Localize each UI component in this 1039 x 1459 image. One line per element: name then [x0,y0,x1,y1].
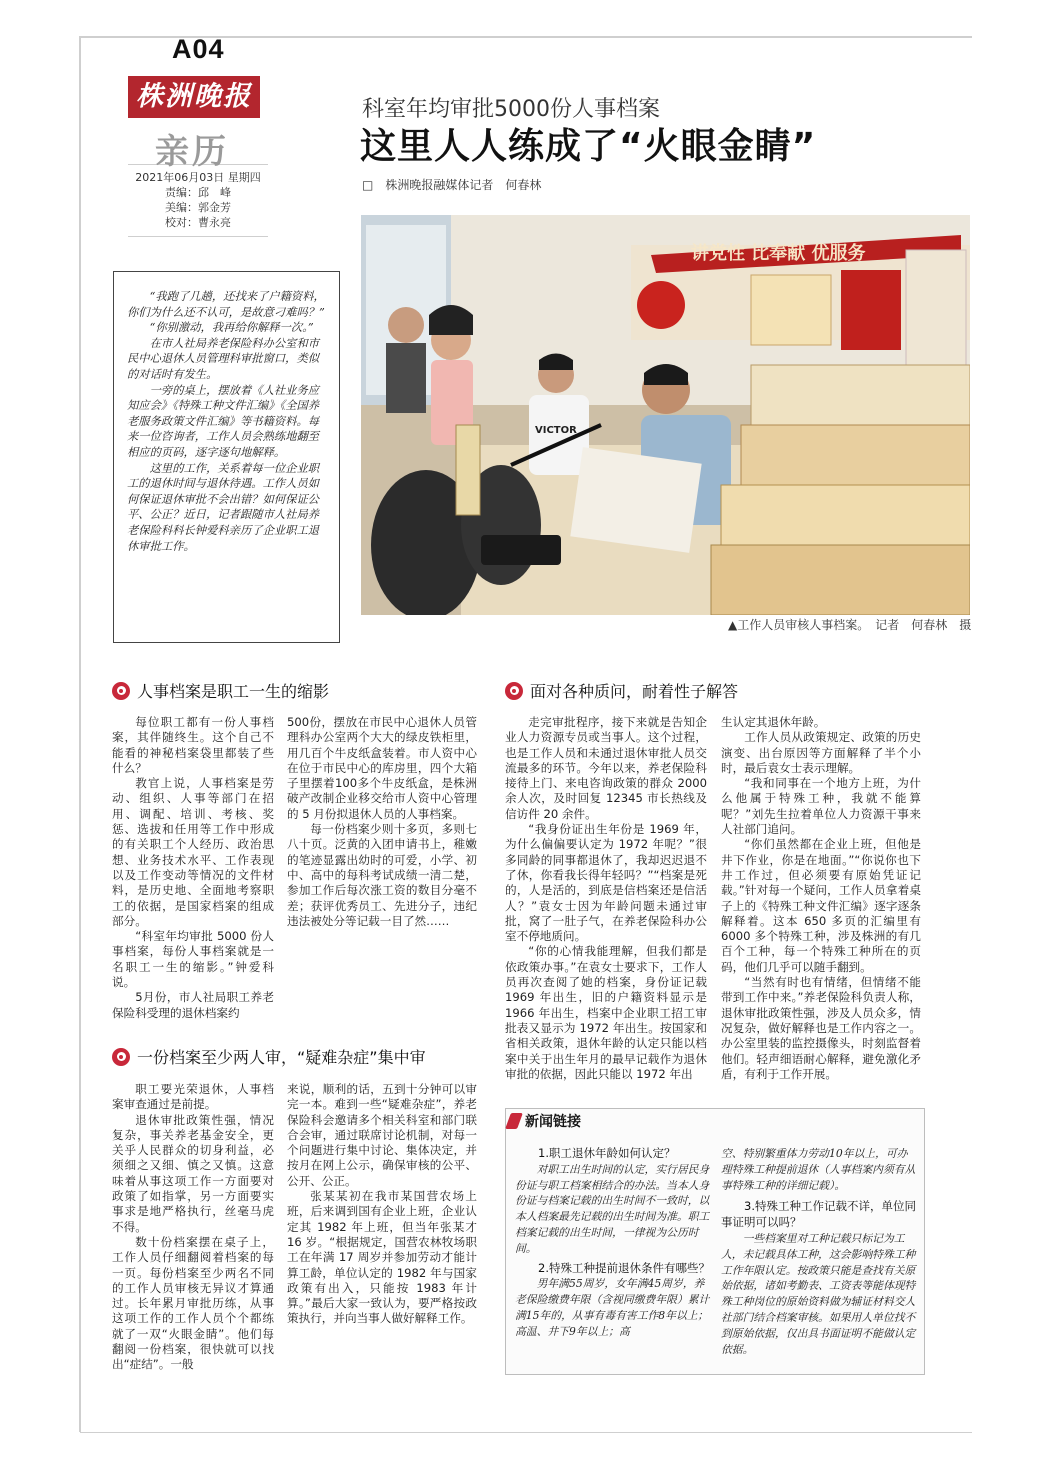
art-credit: 美编：郭金芳 [165,201,231,214]
lead-text [127,289,325,554]
faq-question: 1.职工退休年龄如何认定？ [538,1146,676,1160]
paragraph: 数十份档案摆在桌子上，工作人员仔细翻阅着档案的每一页。每份档案至少两名不同的工作人员审核无异议才算通过。长年累月审批历练，从事这项工作的工作人员个个都练就了一双“火眼金睛”。他们每翻阅一份档案，很快就可以找出“症结”。一般 [112,1234,274,1372]
lead-paragraph: 一旁的桌上，摆放着《人社业务应知应会》《特殊工种文件汇编》《全国养老服务政策文件汇编》等书籍资料。每来一位咨询者，工作人员会熟练地翻至相应的页码，逐字逐句地解释。 [127,383,320,459]
section-heading [112,1045,426,1068]
page-number: A04 [172,34,225,64]
section-title: 一份档案至少两人审，“疑难杂症”集中审 [137,1048,426,1067]
proof-credit: 校对：曹永亮 [165,216,231,229]
paragraph: 工作人员从政策规定、政策的历史演变、出台原因等方面解释了半个小时，最后袁女士表示理解。 [721,730,921,775]
section-title: 面对各种质问，耐着性子解答 [530,682,739,701]
faq-answer: 对职工出生时间的认定，实行居民身份证与职工档案相结合的办法。当本人身份证与档案记载的出生时间不一致时，以本人档案最先记载的出生时间为准。职工档案记载的出生时间，一律视为公历时间。 [515,1162,710,1255]
bottom-rule [80,1432,972,1433]
news-link-tag [508,1111,581,1131]
lead-paragraph: “你别激动，我再给你解释一次。” [149,321,314,335]
news-link-column [721,1146,917,1357]
paragraph: 生认定其退休年龄。 [721,715,826,729]
news-link-title: 新闻链接 [525,1114,581,1130]
section-heading [112,679,329,702]
bullet-icon [505,682,523,700]
faq-question: 3.特殊工种工作记载不详，单位同事证明可以吗？ [721,1199,916,1230]
svg-text:VICTOR: VICTOR [535,425,577,436]
faq-answer: 男年满55周岁，女年满45周岁，养老保险缴费年限（含视同缴费年限）累计满15年的，从事有毒有害工作8年以上；高温、井下9年以上；高 [515,1277,710,1338]
paragraph: 来说，顺利的话，五到十分钟可以审完一本。难到一些“疑难杂症”，养老保险科会邀请多个相关科室和部门联合会审，通过联席讨论机制，对每一个问题进行集中讨论、集体决定，并按月在网上公示，确保审核的公平、公开、公正。 [287,1082,477,1188]
article-column [112,1082,274,1373]
faq-question: 2.特殊工种提前退休条件有哪些？ [538,1260,710,1275]
article-column [721,715,921,1082]
news-link-column [515,1146,711,1340]
kicker: 科室年均审批5000份人事档案 [362,97,660,122]
paragraph: 教官上说，人事档案是劳动、组织、人事等部门在招用、调配、培训、考核、奖惩、选拔和任用等工作中形成的有关职工个人经历、政治思想、业务技术水平、工作表现以及工作变动等情况的文件材料，是历史地、全面地考察职工的依据，是国家档案的组成部分。 [112,776,274,928]
photo-caption: ▲工作人员审核人事档案。 记者 何春林 摄 [728,618,972,632]
lead-paragraph: 在市人社局养老保险科办公室和市民中心退休人员管理科审批窗口，类似的对话时有发生。 [127,336,320,381]
paragraph: “当然有时也有情绪，但情绪不能带到工作中来。”养老保险科负责人称，退休审批政策性强，涉及人员众多，情况复杂，做好解释也是工作内容之一。办公室里装的监控摄像头，时刻监督着他们。轻声细语耐心解释，避免激化矛盾，有利于工作开展。 [721,975,921,1081]
headline: 这里人人练成了“火眼金睛” [360,126,817,167]
paragraph: 500份，摆放在市民中心退休人员管理科办公室两个大大的绿皮铁柜里，用几百个牛皮纸盒装着。市人资中心在位于市民中心的库房里，四个大箱子里摆着100多个牛皮纸盒，是株洲破产改制企业移交给市人资中心管理的 5 月份拟退休人员的人事档案。 [287,715,477,821]
section-heading [505,679,738,702]
paragraph: 退休审批政策性强，情况复杂，事关养老基金安全，更关乎人民群众的切身利益，必须细之又细、慎之又慎。这意味着从事这项工作一方面要对政策了如指掌，另一方面要实事求是地严格执行，丝毫马虎不得。 [112,1112,274,1234]
paragraph: “科室年均审批 5000 份人事档案，每份人事档案就是一名职工一生的缩影。”钟爱科说。 [112,929,274,990]
paragraph: 5月份，市人社局职工养老保险科受理的退休档案约 [112,990,274,1020]
faq-answer: 空、特别繁重体力劳动10年以上，可办理特殊工种提前退休（人事档案内须有从事特殊工种的详细记载）。 [721,1147,916,1192]
byline: □ 株洲晚报融媒体记者 何春林 [362,178,542,192]
left-rule [79,36,81,1432]
article-column [287,1082,477,1327]
lead-paragraph: “我跑了几趟，还找来了户籍资料，你们为什么还不认可，是故意刁难吗？” [127,290,325,319]
bullet-icon [112,1048,130,1066]
paragraph: “你的心情我能理解，但我们都是依政策办事。”在袁女士要求下，工作人员再次查阅了她的档案，身份证记载 1969 年出生，旧的户籍资料显示是 1966 年出生，档案中企业职工招工审批表又显示为 1972 年出生。按国家和省相关政策，退休年龄的认定只能以档案中关于出生年月的最早记载作为退休审批的依据，因此只能以 1972 年出 [505,944,707,1081]
paragraph: 走完审批程序，接下来就是告知企业人力资源专员或当事人。这个过程，也是工作人员和未通过退休审批人员交流最多的环节。今年以来，养老保险科接待上门、来电咨询政策的群众 2000 余人次，及时回复 12345 市长热线及信访件 20 余件。 [505,715,707,821]
issue-date: 2021年06月03日 星期四 [135,171,261,184]
paragraph: “你们虽然都在企业上班，但他是井下作业，你是在地面。”“你说你也下井工作过，但必须要有原始凭证记载。”针对每一个疑问，工作人员拿着桌子上的《特殊工种文件汇编》逐字逐条解释着。这本 650 多页的汇编里有 6000 多个特殊工种，涉及株洲的有几百个工种，每一个特殊工种所在的页码，他们几乎可以随手翻到。 [721,837,921,974]
article-column [287,715,477,929]
article-column [505,715,707,1082]
meta-rule-bottom [128,236,268,237]
paper-logo: 株洲晚报 [128,76,260,118]
issue-meta [128,170,268,230]
paragraph: 每一份档案少则十多页，多则七八十页。泛黄的入团申请书上，稚嫩的笔迹显露出幼时的可爱，小学、初中、高中的每科考试成绩一清二楚，参加工作后每次涨工资的数目分毫不差；获评优秀员工、先进分子，违纪违法被处分等记载一目了然…… [287,822,477,928]
paragraph: “我身份证出生年份是 1969 年，为什么偏偏要认定为 1972 年呢？”很多同龄的同事都退休了，我却迟迟退不了休，你看我长得年轻吗？”“档案是死的，人是活的，到底是信档案还是信活人？”袁女士因为年龄问题未通过审批，窝了一肚子气，在养老保险科办公室不停地质问。 [505,822,707,944]
news-photo [361,215,970,615]
article-column [112,715,274,1021]
editor-credit: 责编：邱 峰 [165,186,231,199]
section-title: 人事档案是职工一生的缩影 [137,682,330,701]
paragraph: 每位职工都有一份人事档案，其伴随终生。这个自己不能看的神秘档案袋里都装了些什么？ [112,715,274,775]
pen-icon [505,1113,523,1129]
lead-paragraph: 这里的工作，关系着每一位企业职工的退休时间与退休待遇。工作人员如何保证退休审批不会出错？如何保证公平、公正？近日，记者跟随市人社局养老保险科科长钟爱科亲历了企业职工退休审批工作。 [127,461,320,553]
section-name: 亲历 [155,132,229,172]
faq-answer: 一些档案里对工种记载只标记为工人，未记载具体工种，这会影响特殊工种工作年限认定。按政策只能是查找有关原始依据，诸如考勤表、工资表等能体现特殊工种岗位的原始资料做为辅证材料交人社部门结合档案审核。如果用人单位找不到原始依据，仅出具书面证明不能做认定依据。 [721,1231,916,1356]
paragraph: 职工要光荣退休，人事档案审查通过是前提。 [112,1082,274,1112]
photo-banner-text: 讲党性 比奉献 优服务 [691,243,866,264]
bullet-icon [112,682,130,700]
paragraph: “我和同事在一个地方上班，为什么他属于特殊工种，我就不能算呢？”刘先生拉着单位人力资源干事来人社部门追问。 [721,776,921,837]
paragraph: 张某某初在我市某国营农场上班，后来调到国有企业上班，企业认定其 1982 年上班，但当年张某才 16 岁。“根据规定，国营农林牧场职工在年满 17 周岁并参加劳动才能计算工龄，单位认定的 1982 年与国家政策有出入，只能按 1983 年计算。”最后大家一致认为，要严格按政策执行，并向当事人做好解释工作。 [287,1189,477,1326]
